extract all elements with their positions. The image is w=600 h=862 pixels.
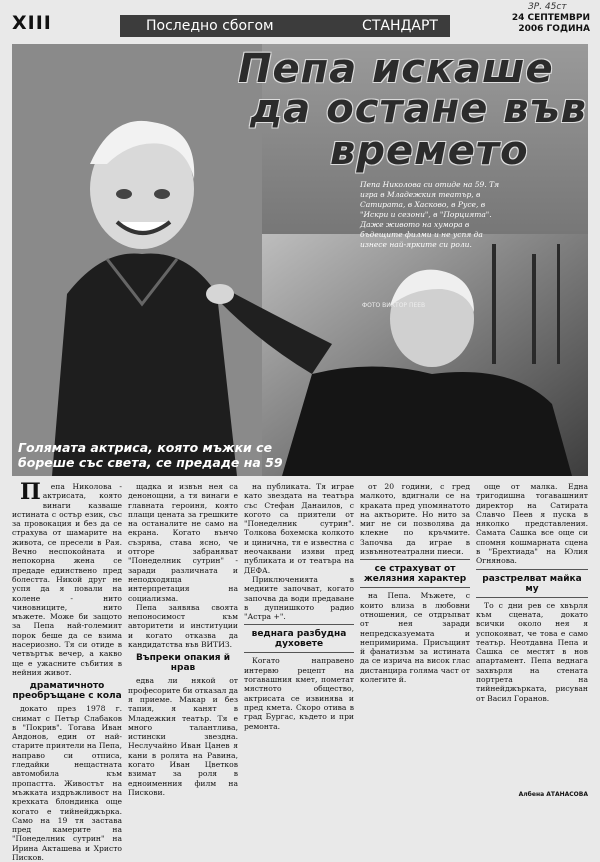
newspaper-name: СТАНДАРТ <box>362 18 438 34</box>
subheading: разстрелват майка му <box>482 573 582 594</box>
headline-line-1: Пепа искаше <box>238 46 554 92</box>
issue-date-line2: 2006 ГОДИНА <box>518 24 590 34</box>
issue-date <box>512 13 590 35</box>
article-column-2 <box>128 482 238 797</box>
rubric-bar <box>120 15 450 37</box>
divider <box>360 587 470 588</box>
photo-credit: ФОТО ВИКТОР ПЕЕВ <box>362 302 426 309</box>
headline-line-2: да остане във <box>250 86 587 132</box>
subheading: веднага разбудна духовете <box>251 629 347 650</box>
author-byline: Албена АТАНАСОВА <box>518 791 588 798</box>
article-paragraph: Приключенията в медиите започват, когато започва да води предаване в дупнишкото радио "Астра +". <box>244 574 354 622</box>
article-paragraph: на публиката. Тя играе като звездата на театъра със Стефан Данаилов, с когото са приятели от "Понеделник сутрин". Толкова бохемска колкото и цинична, тя е известна с неочаквани изяви пред публиката и от театъра на ДЕФА. <box>244 482 354 575</box>
handwritten-note: ЗР. 45ст <box>528 2 567 12</box>
subheading: Въпреки опакия й нрав <box>135 653 231 674</box>
article-column-3 <box>244 482 354 731</box>
article-paragraph: от 20 години, с гред малкото, вдигнали се на краката пред упомянатото на актьорите. Но нито за миг не си позволява да клекне по кръчмите. Започва да играе в извъннотеатрални пиеси. <box>360 482 470 557</box>
article-paragraph: на Пепа. Мъжете, с които влиза в любовни отношения, се отдръпват от нея заради непредсказуемата и непримирима. Присъщият й фанатизъм за истината да се изрича на висок глас дистанцира голяма част от колегите й. <box>360 591 470 685</box>
article-paragraph <box>12 479 122 677</box>
article-paragraph: докато през 1978 г. снимат с Петър Слабаков в "Покрив". Тогава Иван Андонов, един от най-старите приятели на Пепа, направо си отписа, гледайки нещастната автомобила към пропастта. Живостът на мъжката издръжливост на крехката блондинка още когато е тийнейджърка. Само на 19 тя застава пред камерите на "Понеделник сутрин" на Ирина Акташева и Христо Писков. <box>12 704 122 862</box>
divider <box>244 624 354 625</box>
divider <box>360 559 470 560</box>
page-number: XIII <box>12 12 52 34</box>
page-header <box>0 0 600 44</box>
issue-date-line1: 24 СЕПТЕМВРИ <box>511 13 590 23</box>
article-column-1 <box>12 479 122 862</box>
article-paragraph: Когато направено интервю рецепт на тогавашния кмет, пометат мястното общество, актрисата се извинява и пред кмета. Скоро отива в град Бургас, където и при ремонта. <box>244 656 354 731</box>
article-paragraph: едва ли някой от професорите би отказал да я приеме. Макар и без тапия, я канят в Младежкия театър. Тя е много талантлива, истински звездна. Неслучайно Иван Цанев я кани в ролята на Равина, когато Иван Цветков взимат за роля в едноименния филм на Пискови. <box>128 676 238 797</box>
divider <box>476 597 588 598</box>
divider <box>244 652 354 653</box>
article-column-4 <box>360 482 470 684</box>
subheading: драматичното преобръщане с кола <box>12 681 122 702</box>
article-column-5 <box>476 482 588 703</box>
subheading: се страхуват от желязния характер <box>363 564 467 585</box>
article-paragraph: Пепа заявява своята непоносимост към авторитети и институции и когато отказва да кандидатства във ВИТИЗ. <box>128 602 238 650</box>
headline-line-3: времето <box>330 128 529 174</box>
rubric-title: Последно сбогом <box>146 18 274 34</box>
photo-caption: Пепа Николова си отиде на 59. Тя игра в Младежкия театър, в Сатирата, в Хасково, в Русе, в "Искри и сезони", в "Порцията". Даже живото на хумора в бъдещите филми и не успя да изнесе най-ярките си роли. <box>360 180 500 249</box>
drop-cap: П <box>20 479 41 505</box>
article-paragraph: щадка и извън нея са денонощни, а тя винаги е главната героиня, която плащи цената за грешките на останалите не само на екрана. Когато вънчо съзрява, става ясно, че отгоре забраняват "Понеделник сутрин" - заради различната и неподходяща интерпретация на социализма. <box>128 482 238 603</box>
article-paragraph: То с дни рев се хвърля към сцената, докато всички около нея я успокояват, че това е само театър. Неотдавна Пепа и Сашка се местят в нов апартамент. Пепа веднага захвърля на стената портрета на тийнейджърката, рисуван от Васил Горанов. <box>476 600 588 703</box>
divider <box>476 569 588 570</box>
article-paragraph: още от малка. Една тригодишна тогавашният директор на Сатирата Славчо Пеев я пуска в няколко представления. Самата Сашка все още си спомня кошмарната сцена в "Брехтиада" на Юлия Огнянова. <box>476 482 588 566</box>
photo-bottom-caption: Голямата актриса, която мъжки се бореше със света, се предаде на 59 <box>18 440 283 470</box>
article-text: епа Николова - актрисата, която винаги казваше истината с остър език, със за провокация и без да се страхува от шамарите на живота, се пресели в Рая. Вечно неспокойната и непокорна жена се предаде единствено пред болестта. Никой друг не успя да я повали на колене - нито чиновниците, нито мъжете. Може би защото за Пепа най-големият порок беше да се взима насериозно. Тя си отиде в четвъртък вечер, а какво ще е ужасните събития в нейния живот. <box>12 482 122 677</box>
